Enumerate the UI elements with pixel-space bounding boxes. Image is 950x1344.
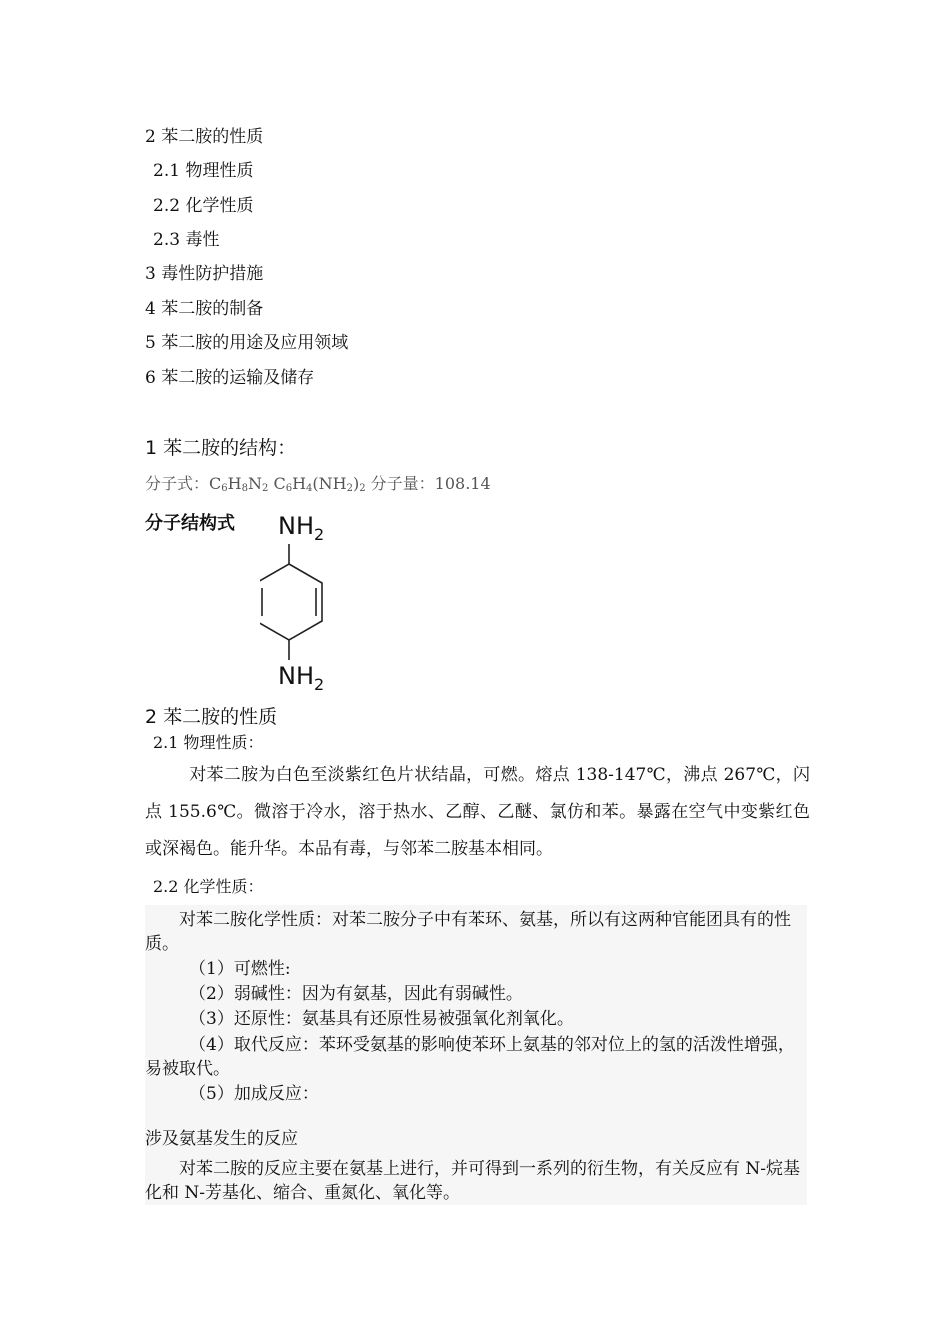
toc-line-8: 6 苯二胺的运输及储存	[145, 368, 315, 388]
chem-item-4	[145, 1033, 807, 1081]
toc-line-2-text: 2.1 物理性质	[153, 161, 254, 181]
section-1-heading: 1 苯二胺的结构：	[145, 437, 297, 459]
chem-item-2: （2）弱碱性：因为有氨基，因此有弱碱性。	[189, 984, 523, 1004]
amino-reactions-heading: 涉及氨基发生的反应	[145, 1129, 298, 1149]
p-phenylenediamine-structure	[260, 500, 370, 700]
chem-item-1: （1）可燃性:	[189, 959, 291, 979]
nh2-bottom-label	[278, 662, 324, 694]
molecular-formula-line: 分子式：$C_6H_8N_2$ $C_6H_4(NH_2)_2$ 分子量：108.14	[145, 474, 491, 494]
chem-item-4-text: （4）取代反应：苯环受氨基的影响使苯环上氨基的邻对位上的氢的活泼性增强，易被取代。	[145, 1035, 795, 1079]
nh2-bottom-text: NH	[278, 662, 314, 690]
amino-reactions-paragraph: 对苯二胺的反应主要在氨基上进行，并可得到一系列的衍生物，有关反应有 N-烷基化和 N-芳基化、缩合、重氮化、氧化等。	[145, 1159, 801, 1203]
toc-line-1: 2 苯二胺的性质	[145, 127, 264, 147]
nh2-bottom-subscript: 2	[314, 675, 325, 694]
toc-line-6: 4 苯二胺的制备	[145, 299, 264, 319]
chem-item-5: （5）加成反应：	[189, 1084, 319, 1104]
toc-line-2	[153, 161, 253, 181]
nh2-top-text: NH	[278, 512, 314, 540]
chemical-intro: 对苯二胺化学性质：对苯二胺分子中有苯环、氨基，所以有这两种官能团具有的性质。	[145, 910, 791, 954]
nh2-top-label	[278, 512, 324, 544]
structure-label: 分子结构式	[145, 513, 235, 534]
nh2-top-subscript: 2	[314, 525, 325, 544]
chem-item-3: （3）还原性：氨基具有还原性易被强氧化剂氧化。	[189, 1009, 574, 1029]
toc-line-5: 3 毒性防护措施	[145, 264, 264, 284]
chemical-properties-heading: 2.2 化学性质：	[153, 877, 264, 896]
toc-line-7: 5 苯二胺的用途及应用领域	[145, 333, 349, 353]
toc-line-3-text: 2.2 化学性质	[153, 196, 254, 216]
toc-line-4-text: 2.3 毒性	[153, 230, 220, 250]
toc-line-4	[153, 230, 219, 250]
section-2-heading: 2 苯二胺的性质	[145, 706, 278, 728]
formula-suffix: 分子量：108.14	[365, 474, 491, 493]
benzene-ring	[260, 564, 322, 640]
physical-properties-heading: 2.1 物理性质：	[153, 733, 264, 752]
toc-line-3	[153, 196, 253, 216]
formula-prefix: 分子式：	[145, 474, 210, 493]
physical-properties-paragraph: 对苯二胺为白色至淡紫红色片状结晶，可燃。熔点 138-147℃，沸点 267℃，闪点 155.6℃。微溶于冷水，溶于热水、乙醇、乙醚、氯仿和苯。暴露在空气中变紫红色或深褐色。能升华。本品有毒，与邻苯二胺基本相同。	[145, 765, 810, 859]
formula-space	[268, 474, 273, 493]
